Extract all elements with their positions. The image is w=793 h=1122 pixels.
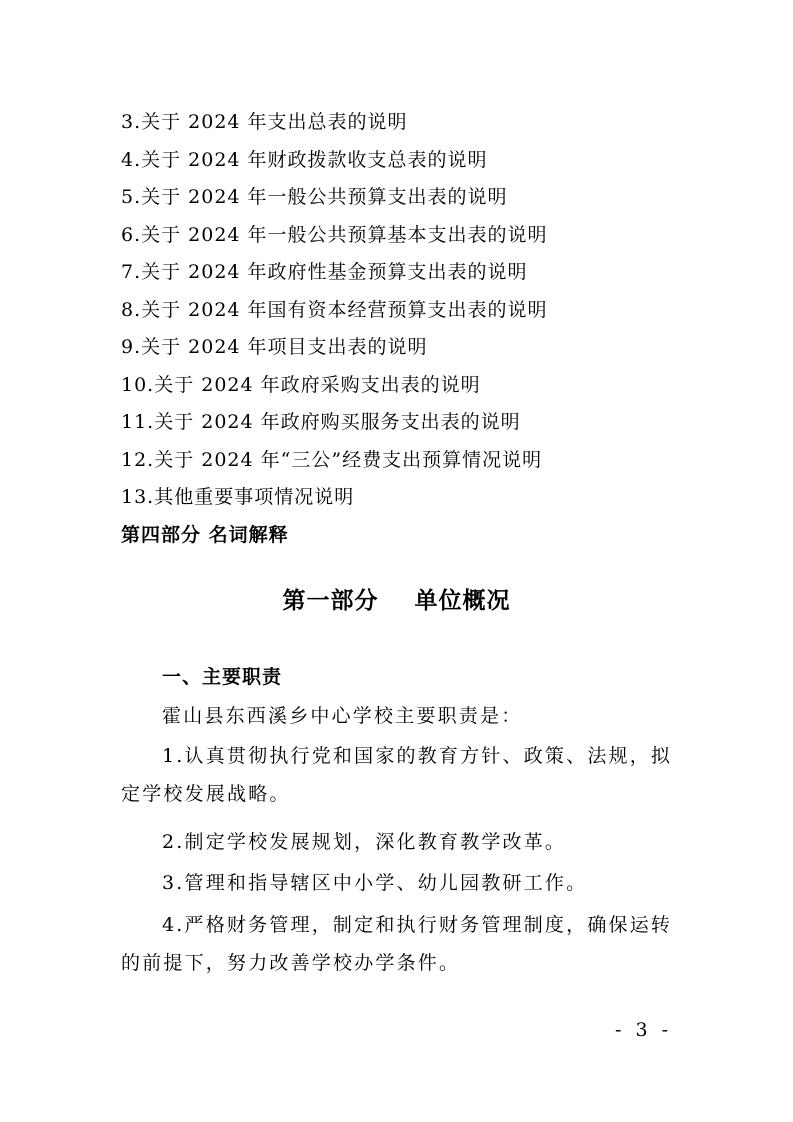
duty-paragraph: 1.认真贯彻执行党和国家的教育方针、政策、法规，拟定学校发展战略。 <box>121 745 673 805</box>
toc-part-heading: 第四部分 名词解释 <box>121 523 289 546</box>
duty-paragraph: 3.管理和指导辖区中小学、幼儿园教研工作。 <box>162 872 588 894</box>
toc-item: 13.其他重要事项情况说明 <box>121 486 355 508</box>
duty-paragraph: 2.制定学校发展规划，深化教育教学改革。 <box>162 831 567 853</box>
toc-item: 7.关于 2024 年政府性基金预算支出表的说明 <box>121 261 528 283</box>
toc-item: 9.关于 2024 年项目支出表的说明 <box>121 336 428 358</box>
toc-item: 11.关于 2024 年政府购买服务支出表的说明 <box>121 411 521 433</box>
duty-paragraph: 4.严格财务管理，制定和执行财务管理制度，确保运转的前提下，努力改善学校办学条件。 <box>121 914 673 974</box>
toc-item: 12.关于 2024 年“三公”经费支出预算情况说明 <box>121 448 543 471</box>
toc-item: 4.关于 2024 年财政拨款收支总表的说明 <box>121 148 488 171</box>
table-of-contents <box>121 104 721 554</box>
toc-item: 8.关于 2024 年国有资本经营预算支出表的说明 <box>121 298 548 321</box>
intro-paragraph: 霍山县东西溪乡中心学校主要职责是： <box>162 705 523 727</box>
toc-item: 10.关于 2024 年政府采购支出表的说明 <box>121 373 481 396</box>
toc-item: 6.关于 2024 年一般公共预算基本支出表的说明 <box>121 223 548 246</box>
section-heading: 一、主要职责 <box>162 666 283 688</box>
part-title: 第一部分 单位概况 <box>282 588 511 614</box>
toc-item: 3.关于 2024 年支出总表的说明 <box>121 111 408 133</box>
toc-item: 5.关于 2024 年一般公共预算支出表的说明 <box>121 186 508 208</box>
page-number: - 3 - <box>615 1019 673 1041</box>
